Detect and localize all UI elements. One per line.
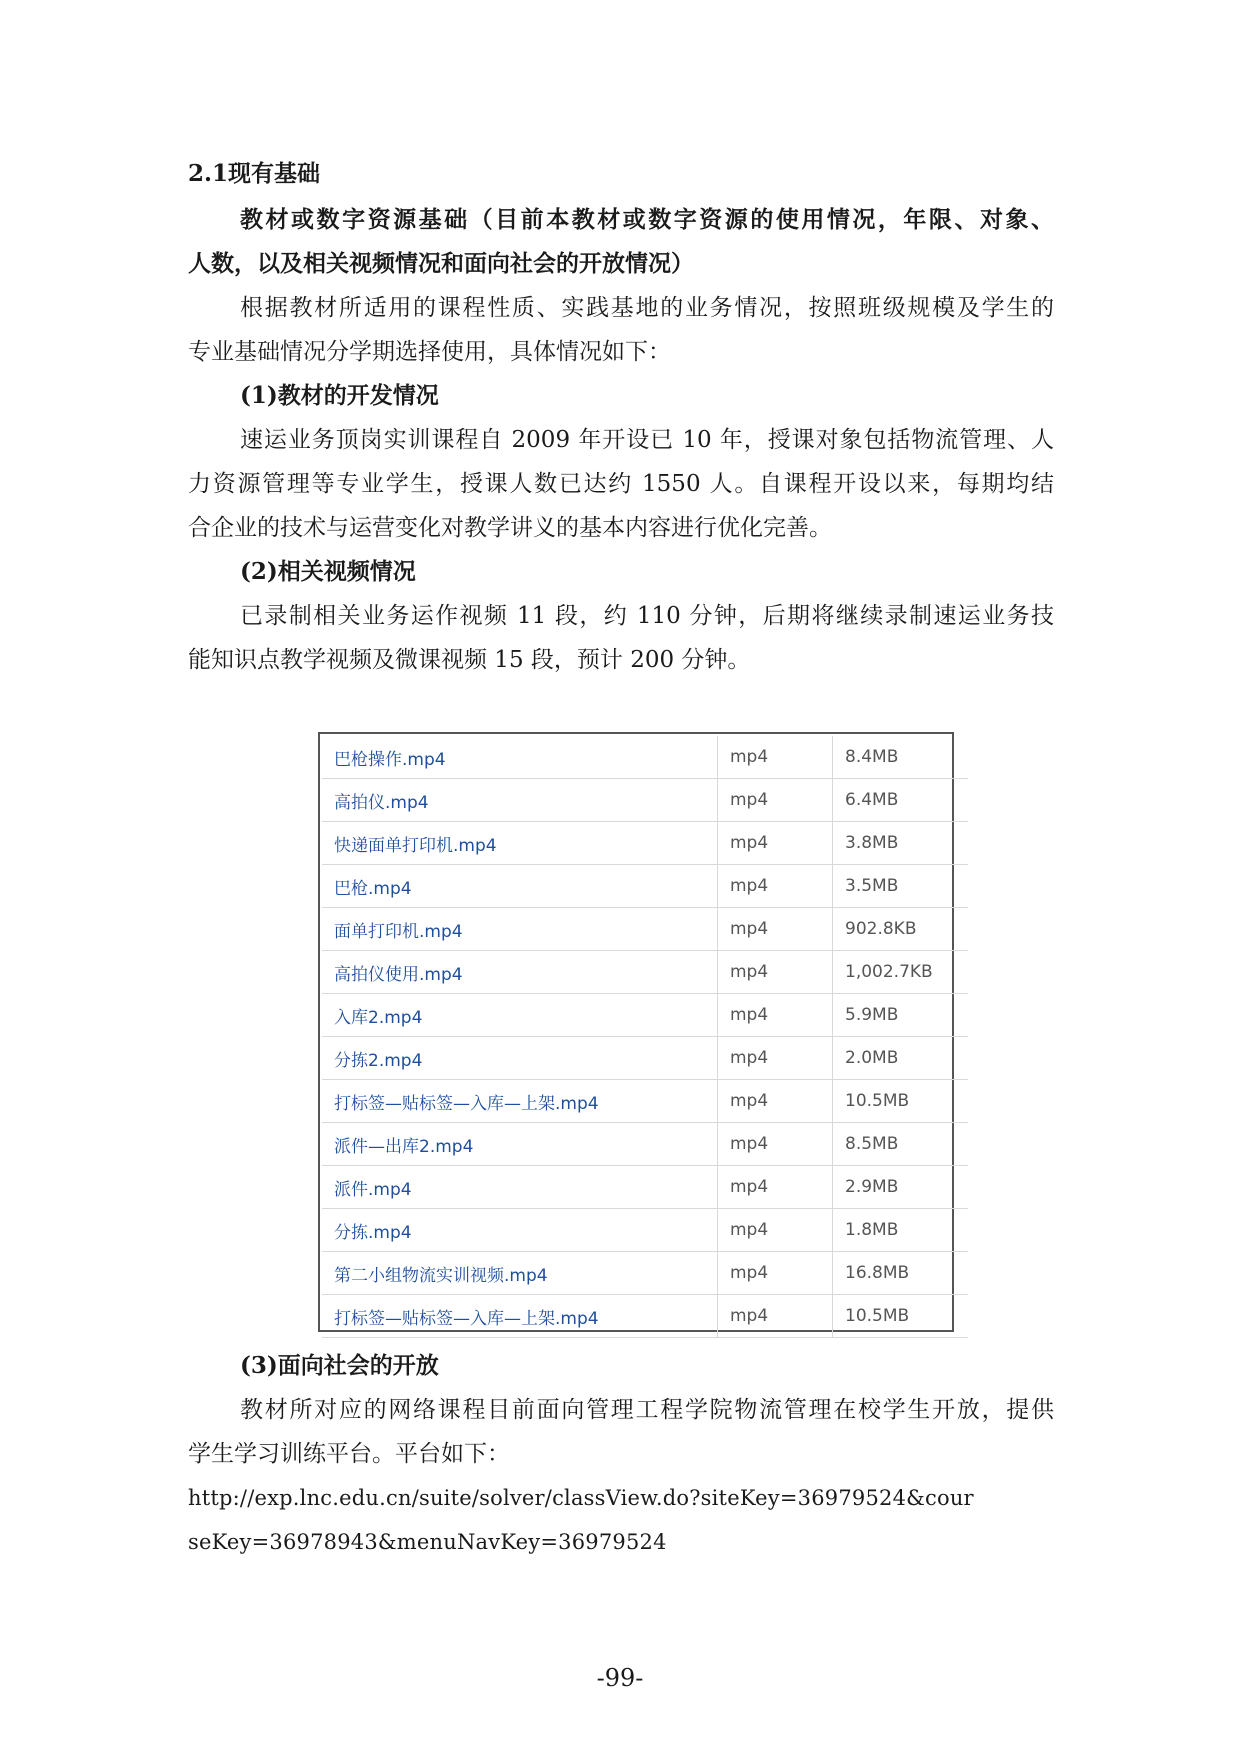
file-name[interactable]: 分拣.mp4: [322, 1209, 718, 1252]
file-size: 3.5MB: [833, 865, 969, 908]
part1-line-1: 速运业务顶岗实训课程自 2009 年开设已 10 年，授课对象包括物流管理、人: [240, 427, 1054, 453]
file-row[interactable]: [322, 1123, 968, 1166]
file-row[interactable]: [322, 822, 968, 865]
part2-title: (2)相关视频情况: [240, 558, 416, 585]
file-size: 1,002.7KB: [833, 951, 969, 994]
file-row[interactable]: [322, 951, 968, 994]
file-type: mp4: [718, 1252, 833, 1295]
intro-line-1: 根据教材所适用的课程性质、实践基地的业务情况，按照班级规模及学生的: [240, 295, 1054, 321]
file-name[interactable]: 分拣2.mp4: [322, 1037, 718, 1080]
page-number: -99-: [596, 1664, 644, 1692]
file-name[interactable]: 派件.mp4: [322, 1166, 718, 1209]
file-row[interactable]: [322, 1166, 968, 1209]
file-type: mp4: [718, 951, 833, 994]
subheading-line-2: 人数，以及相关视频情况和面向社会的开放情况）: [188, 250, 694, 277]
file-row[interactable]: [322, 1252, 968, 1295]
file-type: mp4: [718, 994, 833, 1037]
part1-line-2: 力资源管理等专业学生，授课人数已达约 1550 人。自课程开设以来，每期均结: [188, 471, 1054, 497]
file-name[interactable]: 巴枪.mp4: [322, 865, 718, 908]
file-name[interactable]: 第二小组物流实训视频.mp4: [322, 1252, 718, 1295]
file-type: mp4: [718, 736, 833, 779]
file-size: 5.9MB: [833, 994, 969, 1037]
file-row[interactable]: [322, 736, 968, 779]
file-type: mp4: [718, 865, 833, 908]
file-type: mp4: [718, 908, 833, 951]
part2-line-1: 已录制相关业务运作视频 11 段，约 110 分钟，后期将继续录制速运业务技: [240, 603, 1054, 629]
file-row[interactable]: [322, 1295, 968, 1338]
file-row[interactable]: [322, 865, 968, 908]
file-name[interactable]: 面单打印机.mp4: [322, 908, 718, 951]
intro-line-2: 专业基础情况分学期选择使用，具体情况如下：: [188, 339, 671, 365]
file-type: mp4: [718, 822, 833, 865]
file-row[interactable]: [322, 779, 968, 822]
part2-line-2: 能知识点教学视频及微课视频 15 段，预计 200 分钟。: [188, 647, 751, 673]
file-type: mp4: [718, 1123, 833, 1166]
file-row[interactable]: [322, 1209, 968, 1252]
file-size: 16.8MB: [833, 1252, 969, 1295]
file-type: mp4: [718, 1209, 833, 1252]
part3-title: (3)面向社会的开放: [240, 1352, 439, 1379]
file-name[interactable]: 入库2.mp4: [322, 994, 718, 1037]
platform-url-line-2[interactable]: seKey=36978943&menuNavKey=36979524: [188, 1530, 667, 1554]
file-size: 10.5MB: [833, 1295, 969, 1338]
file-type: mp4: [718, 1295, 833, 1338]
subheading-line-1: 教材或数字资源基础（目前本教材或数字资源的使用情况，年限、对象、: [240, 206, 1054, 233]
file-row[interactable]: [322, 994, 968, 1037]
file-type: mp4: [718, 1080, 833, 1123]
file-type: mp4: [718, 1166, 833, 1209]
file-name[interactable]: 派件—出库2.mp4: [322, 1123, 718, 1166]
file-size: 1.8MB: [833, 1209, 969, 1252]
file-row[interactable]: [322, 1080, 968, 1123]
platform-url-line-1[interactable]: http://exp.lnc.edu.cn/suite/solver/classView.do?siteKey=36979524&cour: [188, 1486, 974, 1510]
file-type: mp4: [718, 1037, 833, 1080]
file-name[interactable]: 巴枪操作.mp4: [322, 736, 718, 779]
file-name[interactable]: 快递面单打印机.mp4: [322, 822, 718, 865]
file-size: 8.5MB: [833, 1123, 969, 1166]
file-size: 10.5MB: [833, 1080, 969, 1123]
file-size: 6.4MB: [833, 779, 969, 822]
file-size: 902.8KB: [833, 908, 969, 951]
file-table: [322, 736, 968, 1338]
file-size: 3.8MB: [833, 822, 969, 865]
part1-line-3: 合企业的技术与运营变化对教学讲义的基本内容进行优化完善。: [188, 515, 832, 541]
part1-title: (1)教材的开发情况: [240, 382, 439, 409]
section-heading: 2.1现有基础: [188, 160, 321, 187]
file-name[interactable]: 高拍仪使用.mp4: [322, 951, 718, 994]
file-size: 8.4MB: [833, 736, 969, 779]
file-type: mp4: [718, 779, 833, 822]
video-file-list: [318, 732, 954, 1332]
file-name[interactable]: 打标签—贴标签—入库—上架.mp4: [322, 1080, 718, 1123]
part3-line-1: 教材所对应的网络课程目前面向管理工程学院物流管理在校学生开放，提供: [240, 1397, 1054, 1423]
file-row[interactable]: [322, 1037, 968, 1080]
file-name[interactable]: 打标签—贴标签—入库—上架.mp4: [322, 1295, 718, 1338]
file-size: 2.9MB: [833, 1166, 969, 1209]
file-name[interactable]: 高拍仪.mp4: [322, 779, 718, 822]
file-row[interactable]: [322, 908, 968, 951]
file-size: 2.0MB: [833, 1037, 969, 1080]
part3-line-2: 学生学习训练平台。平台如下：: [188, 1441, 510, 1467]
